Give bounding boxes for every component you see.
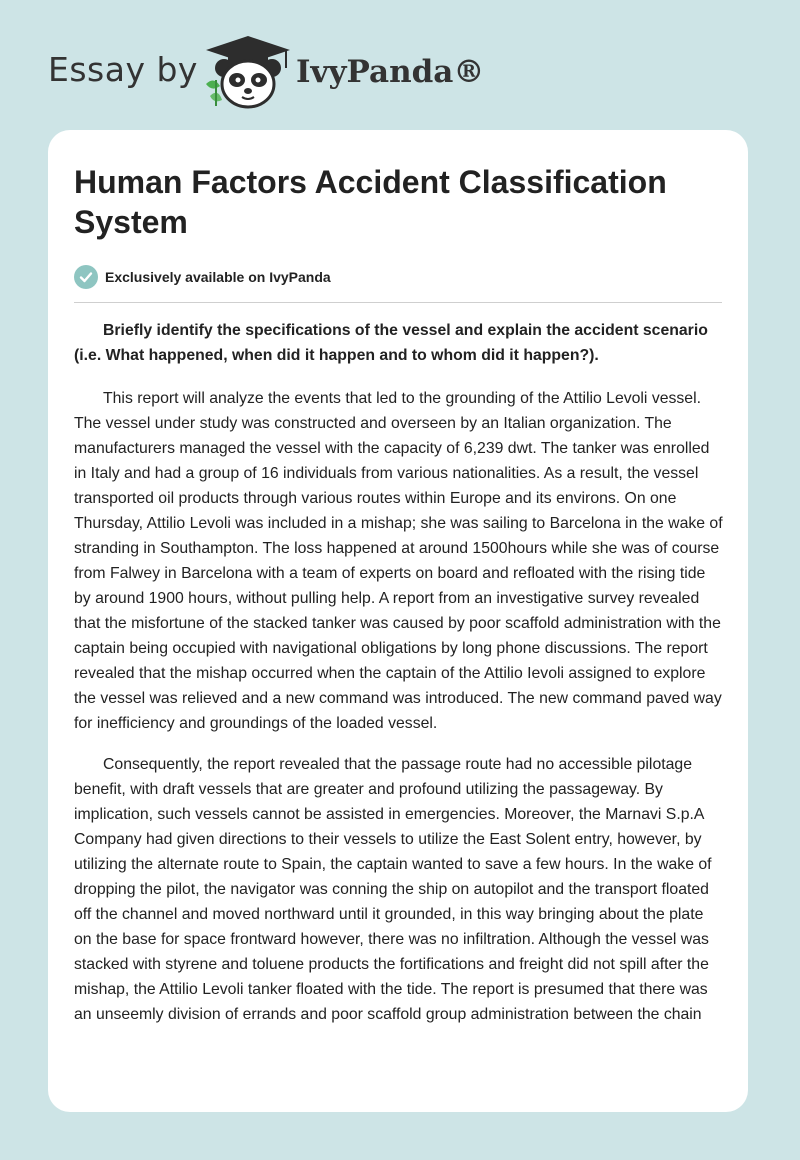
essay-card [48, 130, 748, 1112]
paragraph: Consequently, the report revealed that the passage route had no accessible pilotage benefit, with draft vessels that are greater and profound utilizing the passageway. By implication, such vessels cannot be assisted in emergencies. Moreover, the Marnavi S.p.A Company had given directions to their vessels to utilize the East Solent entry, however, by utilizing the alternate route to Spain, the captain wanted to save a few hours. In the wake of dropping the pilot, the navigator was conning the ship on autopilot and the transport floated off the channel and moved northward until it grounded, in this way bringing about the plate on the base for space frontward however, there was no infiltration. Although the vessel was stacked with styrene and toluene products the fortifications and freight did not spill after the mishap, the Attilio Levoli tanker floated with the tide. The report is presumed that there was an unseemly division of errands and poor scaffold group administration between the chain [74, 756, 712, 1023]
site-header [0, 0, 800, 120]
divider [74, 302, 722, 303]
check-icon [74, 265, 98, 289]
essay-body [74, 318, 724, 1043]
brand-name[interactable]: IvyPanda® [296, 54, 485, 90]
paragraph: This report will analyze the events that led to the grounding of the Attilio Levoli vessel. The vessel under study was constructed and overseen by an Italian organization. The manufacturers managed the vessel with the capacity of 6,239 dwt. The tanker was enrolled in Italy and had a group of 16 individuals from various nationalities. As a result, the vessel transported oil products through various routes within Europe and its environs. On one Thursday, Attilio Levoli was included in a mishap; she was sailing to Barcelona in the wake of stranding in Southampton. The loss happened at around 1500hours while she was of course from Falwey in Barcelona with a team of experts on board and refloated with the rising tide by around 1900 hours, without pulling help. A report from an investigative survey revealed that the misfortune of the stacked tanker was caused by poor scaffold administration with the captain being occupied with navigational obligations by long phone discussions. The report revealed that the mishap occurred when the captain of the Attilio Ievoli assigned to explore the vessel was relieved and a new command was introduced. The new command paved way for inefficiency and groundings of the loaded vessel. [74, 390, 723, 732]
exclusive-badge [74, 264, 331, 290]
badge-text: Exclusively available on IvyPanda [105, 269, 331, 285]
panda-logo-icon[interactable] [200, 34, 296, 110]
question-heading: Briefly identify the specifications of the vessel and explain the accident scenario (i.e. What happened, when did it happen and to whom did it happen?). [74, 322, 708, 364]
essay-by-label: Essay by [48, 50, 198, 89]
page-title: Human Factors Accident Classification System [74, 164, 667, 240]
